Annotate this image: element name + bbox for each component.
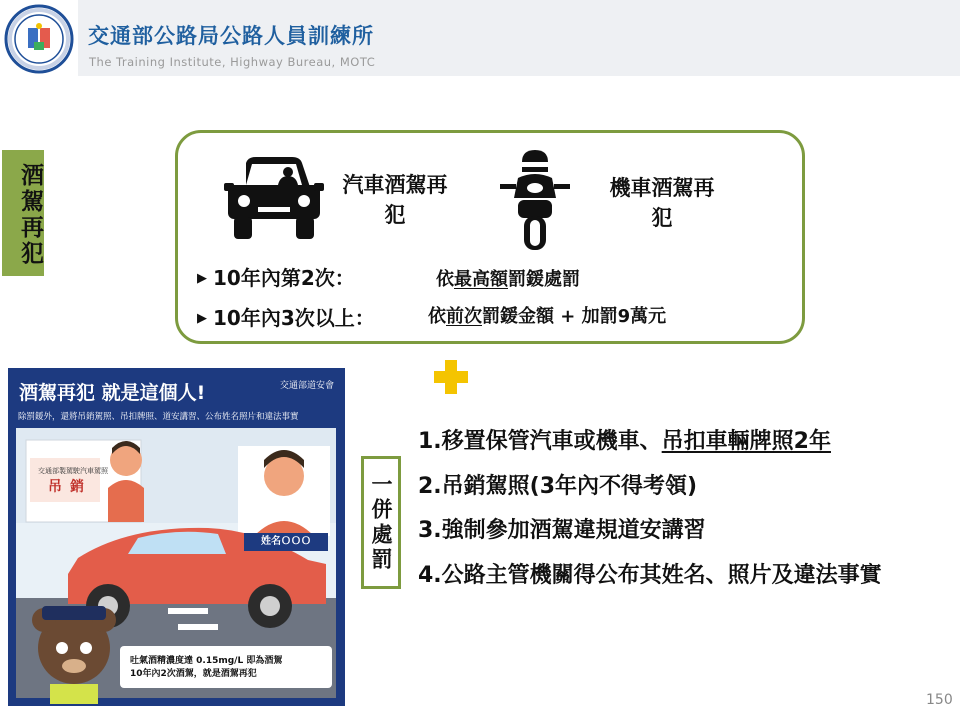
poster-subtitle: 除罰鍰外，還將吊銷駕照、吊扣牌照、道安講習、公布姓名照片和違法事實 bbox=[18, 412, 299, 422]
penalty-text: 4.公路主管機關得公布其姓名、照片及違法事實 bbox=[418, 562, 882, 588]
rule-second-offense bbox=[197, 262, 355, 291]
penalty-item bbox=[418, 420, 958, 465]
penalty-emphasis: 前次 bbox=[446, 306, 482, 327]
page-number: 150 bbox=[926, 692, 953, 708]
bullet-triangle-icon: ▶ bbox=[197, 311, 207, 326]
penalty-text: 2.吊銷駕照(3年內不得考領) bbox=[418, 473, 698, 499]
rule-condition: 10年內第2次： bbox=[213, 266, 355, 290]
rule-third-offense bbox=[197, 302, 375, 331]
penalty-text: 3.強制參加酒駕違規道安講習 bbox=[418, 518, 706, 543]
rule-third-penalty bbox=[428, 302, 666, 328]
penalty-item bbox=[418, 465, 958, 510]
poster-revoked-stamp: 吊銷 bbox=[48, 479, 92, 495]
penalty-emphasis: 吊扣車輛牌照2年 bbox=[661, 429, 831, 454]
penalty-text: 罰鍰金額 + 加罰9萬元 bbox=[482, 306, 667, 327]
penalty-text: 罰鍰處罰 bbox=[508, 269, 580, 290]
penalty-text: 1.移置保管汽車或機車、 bbox=[418, 429, 662, 454]
also-penalized-label: 一併處罰 bbox=[361, 456, 401, 589]
rule-second-penalty bbox=[436, 265, 580, 291]
poster-name-tag: 姓名ＯＯＯ bbox=[244, 533, 328, 551]
poster-license-text: 交通部製駕駛汽車駕照 bbox=[38, 467, 108, 475]
penalty-emphasis: 最高額 bbox=[454, 269, 508, 290]
institute-logo bbox=[4, 4, 74, 74]
penalty-text: 依 bbox=[428, 306, 446, 327]
side-label-repeat-dui: 酒駕再犯 bbox=[2, 150, 44, 276]
penalty-item bbox=[418, 509, 958, 554]
moto-repeat-dui-label: 機車酒駕再犯 bbox=[609, 176, 715, 230]
poster-brand: 交通部道安會 bbox=[280, 381, 335, 391]
penalty-text: 依 bbox=[436, 269, 454, 290]
rule-condition: 10年內3次以上： bbox=[213, 306, 375, 330]
poster-footer-line1: 吐氣酒精濃度達 0.15mg/L 即為酒駕 bbox=[130, 656, 283, 666]
plus-icon bbox=[432, 358, 470, 396]
motorcycle-rider-icon bbox=[500, 150, 570, 250]
penalty-item bbox=[418, 554, 958, 599]
poster-footer-line2: 10年內2次酒駕，就是酒駕再犯 bbox=[130, 669, 257, 679]
org-title: 交通部公路局公路人員訓練所 bbox=[88, 24, 374, 48]
header bbox=[0, 0, 960, 76]
poster-footer bbox=[130, 655, 330, 681]
penalty-list bbox=[418, 420, 958, 598]
bullet-triangle-icon: ▶ bbox=[197, 271, 207, 286]
car-repeat-dui-label: 汽車酒駕再犯 bbox=[342, 173, 448, 227]
poster-title: 酒駕再犯 就是這個人! bbox=[19, 382, 206, 404]
car-icon bbox=[224, 155, 324, 243]
poster-illustration bbox=[8, 368, 345, 706]
org-subtitle: The Training Institute, Highway Bureau, MOTC bbox=[89, 55, 376, 69]
